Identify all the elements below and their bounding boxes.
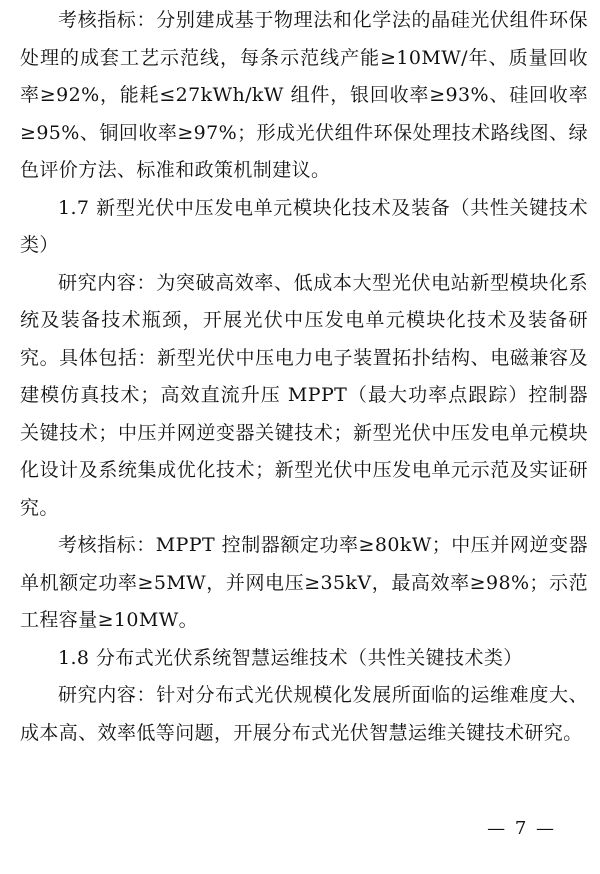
section-heading-1-8: 1.8 分布式光伏系统智慧运维技术（共性关键技术类） xyxy=(58,646,523,669)
research-content-paragraph-2: 研究内容：针对分布式光伏规模化发展所面临的运维难度大、成本高、效率低等问题，开展分布式光伏智慧运维关键技术研究。 xyxy=(20,684,588,744)
document-page xyxy=(20,2,588,752)
assessment-indicators-paragraph-2: 考核指标：MPPT 控制器额定功率≥80kW；中压并网逆变器单机额定功率≥5MW，并网电压≥35kV，最高效率≥98%；示范工程容量≥10MW。 xyxy=(20,534,588,631)
assessment-indicators-paragraph: 考核指标：分别建成基于物理法和化学法的晶硅光伏组件环保处理的成套工艺示范线，每条示范线产能≥10MW/年、质量回收率≥92%，能耗≤27kWh/kW 组件，银回收率≥93%、硅回收率≥95%、铜回收率≥97%；形成光伏组件环保处理技术路线图、绿色评价方法、标准和政策机制建议。 xyxy=(20,9,588,181)
research-content-paragraph: 研究内容：为突破高效率、低成本大型光伏电站新型模块化系统及装备技术瓶颈，开展光伏中压发电单元模块化技术及装备研究。具体包括：新型光伏中压电力电子装置拓扑结构、电磁兼容及建模仿真技术；高效直流升压 MPPT（最大功率点跟踪）控制器关键技术；中压并网逆变器关键技术；新型光伏中压发电单元模块化设计及系统集成优化技术；新型光伏中压发电单元示范及实证研究。 xyxy=(20,271,588,519)
page-number: — 7 — xyxy=(487,818,556,839)
section-heading-1-7: 1.7 新型光伏中压发电单元模块化技术及装备（共性关键技术类） xyxy=(20,196,588,256)
